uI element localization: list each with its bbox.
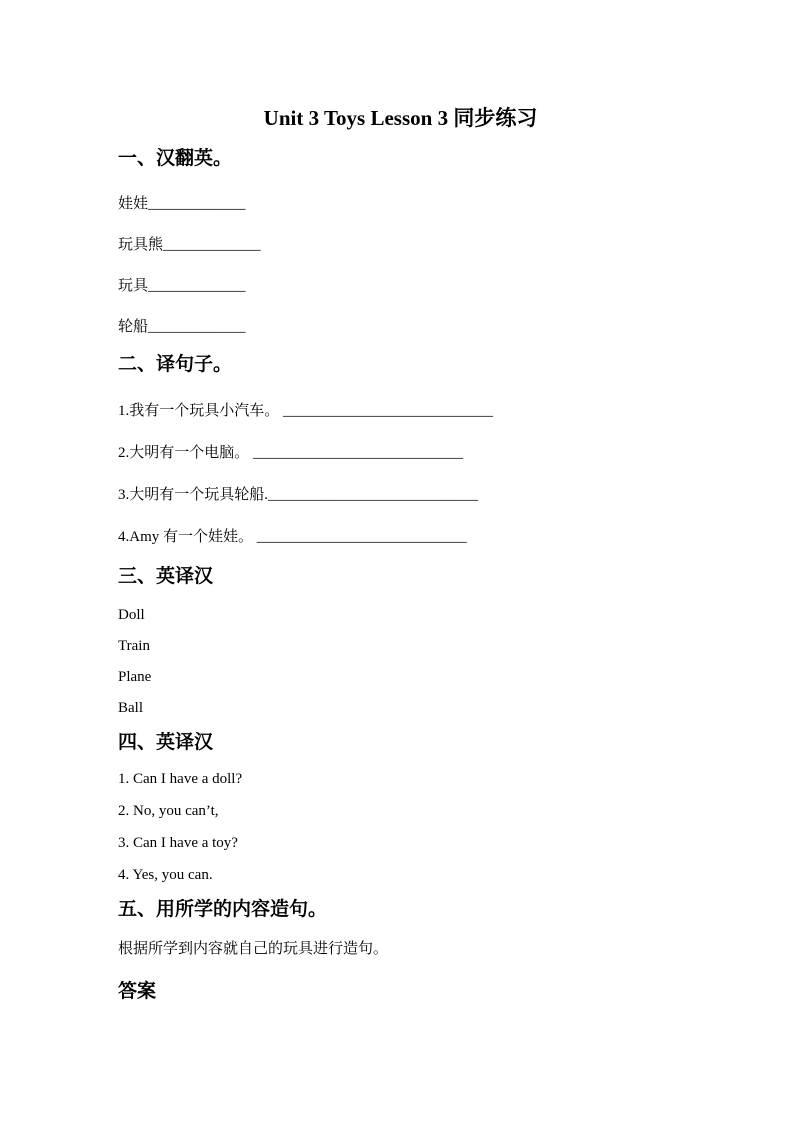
section-heading: 四、英译汉 <box>118 732 214 753</box>
fill-in-blank-line: 轮船_____________ <box>118 319 246 335</box>
section-en-to-cn-sentences <box>118 731 683 883</box>
fill-in-blank-line: 玩具熊_____________ <box>118 237 261 253</box>
section-translate-cn-to-en <box>118 147 683 335</box>
fill-in-blank-line: 2.大明有一个电脑。 ____________________________ <box>118 445 464 461</box>
word-item: Plane <box>118 669 152 685</box>
page-title: Unit 3 Toys Lesson 3 同步练习 <box>263 106 538 130</box>
sentence-item: 4. Yes, you can. <box>118 867 213 883</box>
answers-heading: 答案 <box>118 981 157 1002</box>
section-heading: 五、用所学的内容造句。 <box>118 899 328 920</box>
fill-in-blank-line: 娃娃_____________ <box>118 196 246 212</box>
word-item: Ball <box>118 700 143 716</box>
word-item: Train <box>118 638 150 654</box>
section-translate-sentences <box>118 353 683 545</box>
instruction-text: 根据所学到内容就自己的玩具进行造句。 <box>118 941 389 957</box>
sentence-item: 2. No, you can’t, <box>118 803 219 819</box>
word-item: Doll <box>118 607 145 623</box>
sentence-item: 3. Can I have a toy? <box>118 835 238 851</box>
sentence-item: 1. Can I have a doll? <box>118 771 243 787</box>
fill-in-blank-line: 4.Amy 有一个娃娃。 ____________________________ <box>118 529 467 545</box>
section-heading: 二、译句子。 <box>118 354 233 375</box>
section-heading: 三、英译汉 <box>118 566 214 587</box>
fill-in-blank-line: 玩具_____________ <box>118 278 246 294</box>
section-heading: 一、汉翻英。 <box>118 148 233 169</box>
fill-in-blank-line: 3.大明有一个玩具轮船.____________________________ <box>118 487 479 503</box>
fill-in-blank-line: 1.我有一个玩具小汽车。 ____________________________ <box>118 403 494 419</box>
section-en-to-cn-words <box>118 565 683 716</box>
section-make-sentences <box>118 898 683 957</box>
